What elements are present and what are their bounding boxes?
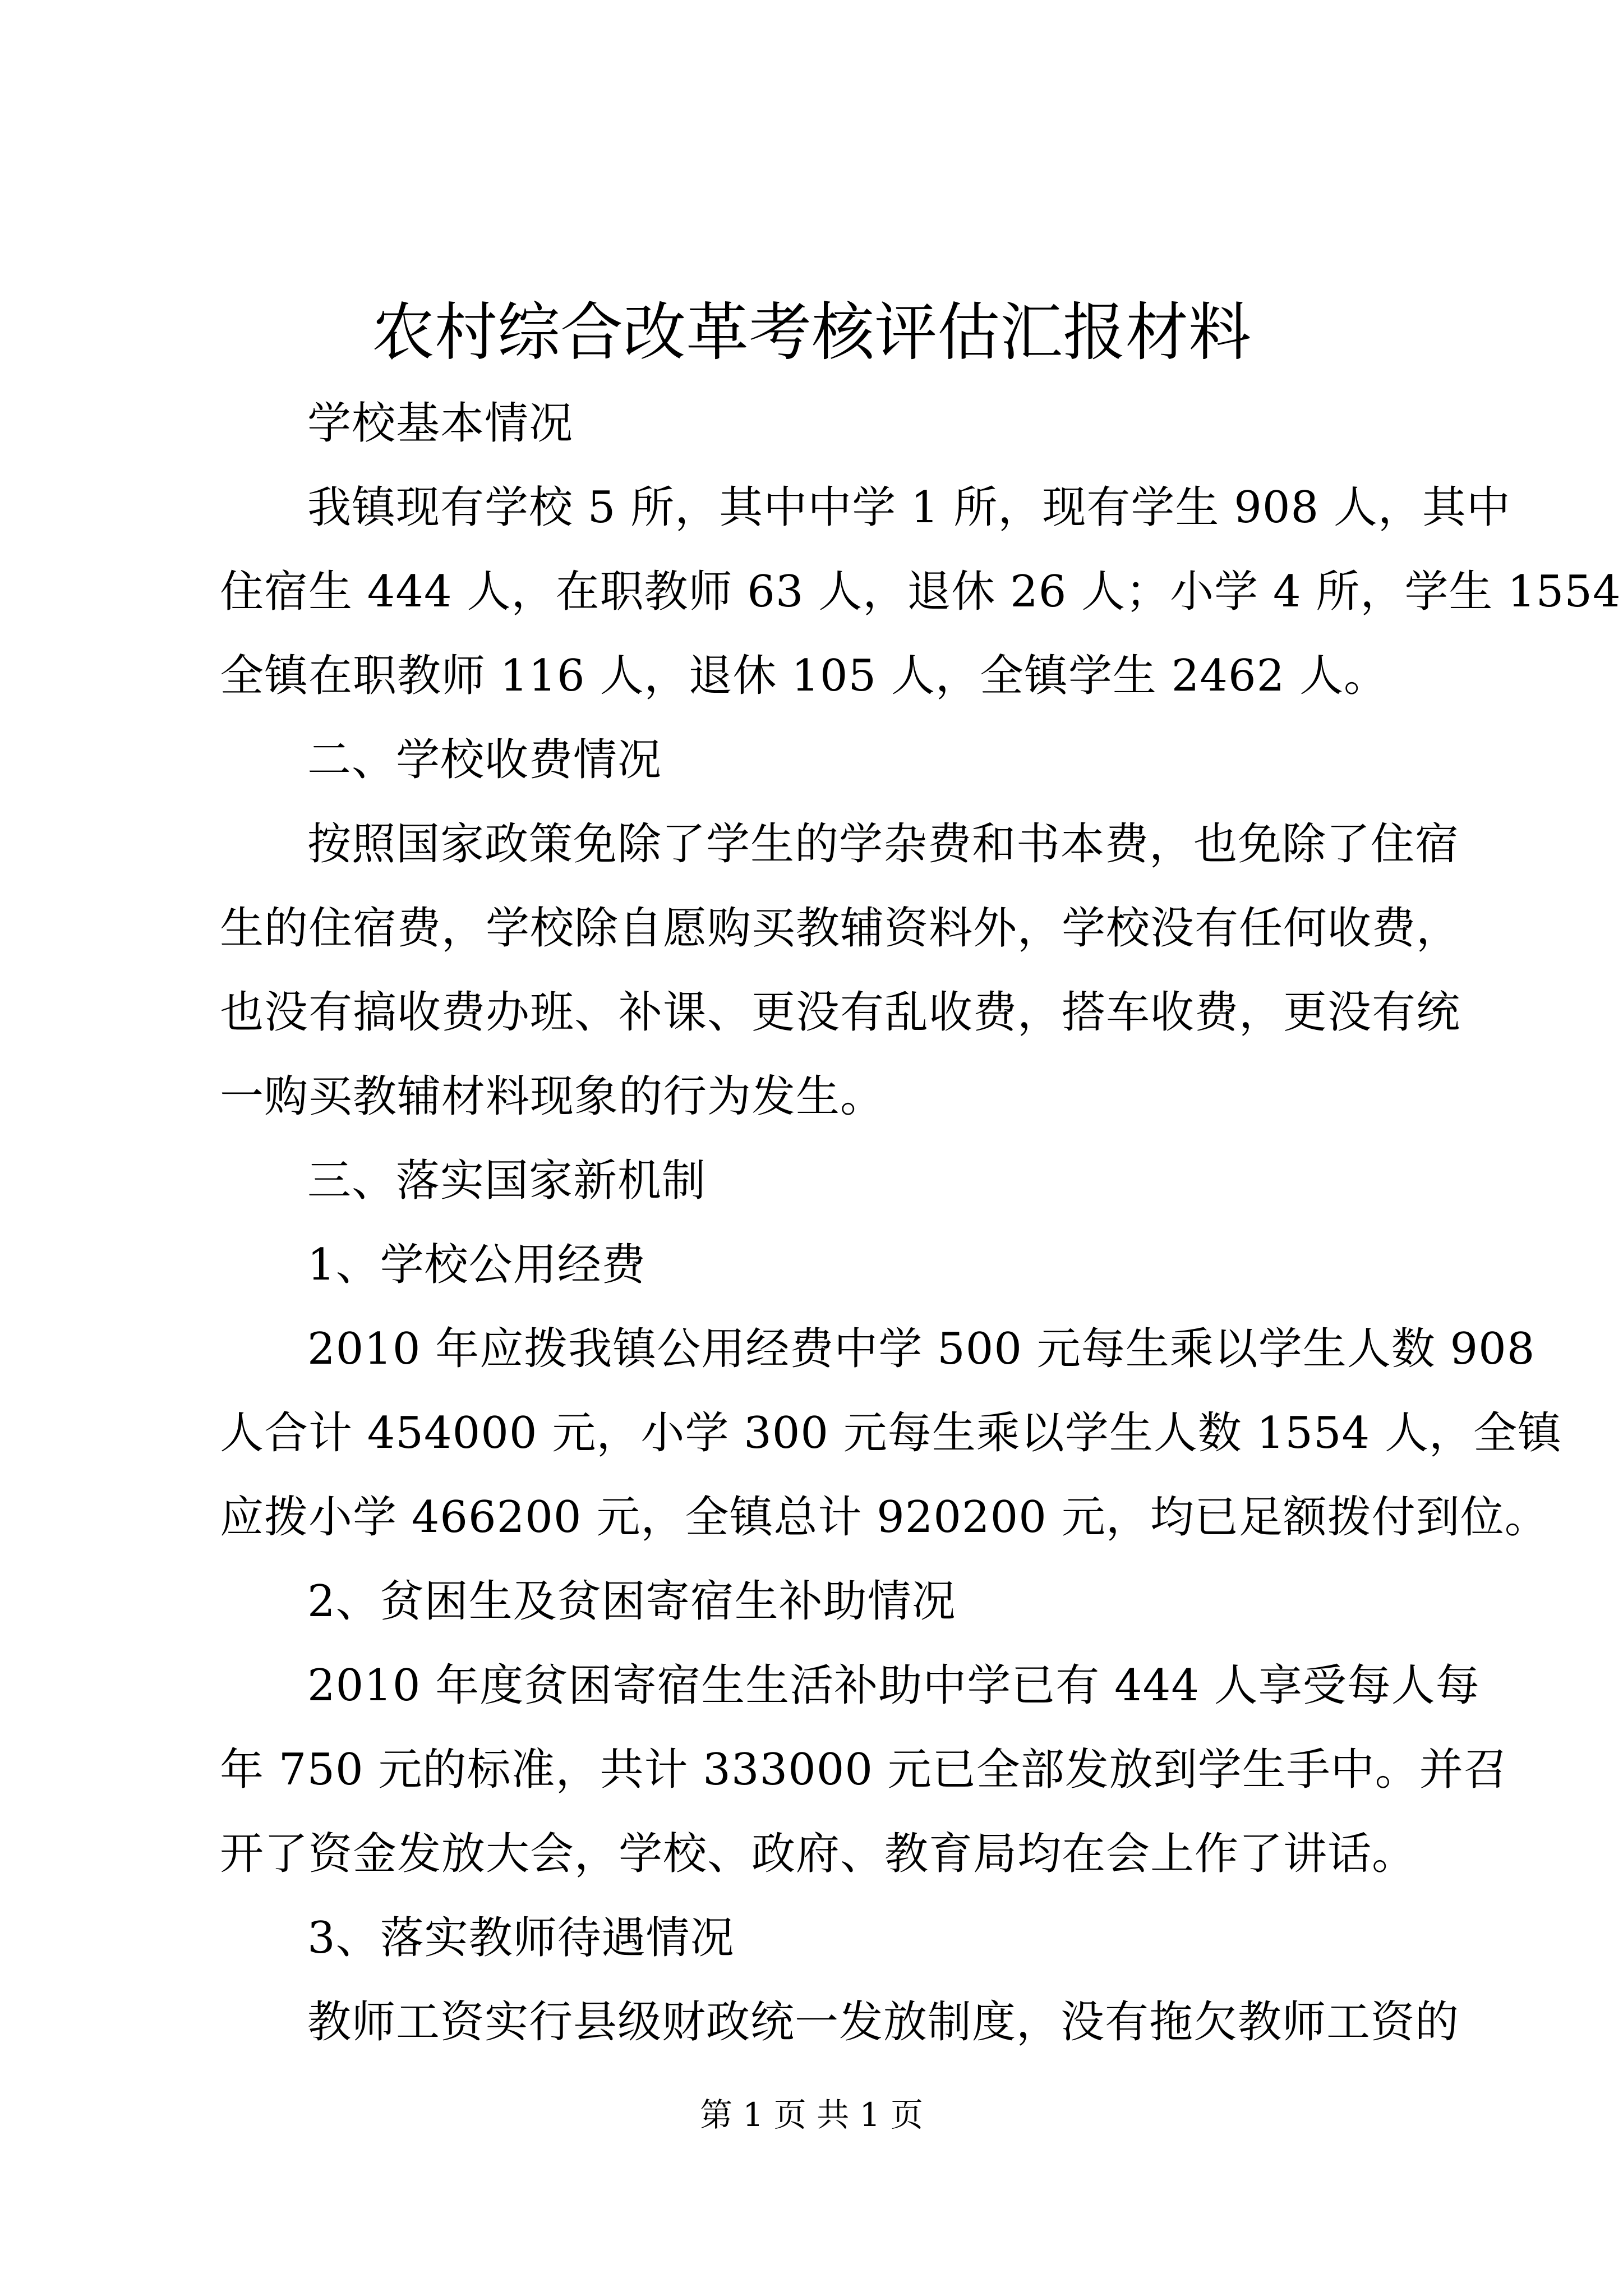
text-line: 年 750 元的标准，共计 333000 元已全部发放到学生手中。并召 (220, 1745, 1508, 1795)
text-line: 人合计 454000 元，小学 300 元每生乘以学生人数 1554 人，全镇 (220, 1408, 1562, 1458)
text-line: 二、学校收费情况 (307, 735, 662, 785)
text-line: 1、学校公用经费 (307, 1240, 646, 1290)
text-line: 按照国家政策免除了学生的学杂费和书本费，也免除了住宿 (307, 819, 1460, 869)
text-line: 2、贫困生及贫困寄宿生补助情况 (307, 1576, 956, 1627)
text-line: 我镇现有学校 5 所，其中中学 1 所，现有学生 908 人，其中 (307, 482, 1511, 533)
text-line: 三、落实国家新机制 (307, 1156, 707, 1206)
text-line: 生的住宿费，学校除自愿购买教辅资料外，学校没有任何收费， (220, 903, 1461, 954)
text-line: 一购买教辅材料现象的行为发生。 (220, 1071, 885, 1122)
text-line: 全镇在职教师 116 人，退休 105 人，全镇学生 2462 人。 (220, 651, 1389, 701)
text-line: 3、落实教师待遇情况 (307, 1913, 735, 1963)
page-title: 农村综合改革考核评估汇报材料 (372, 296, 1251, 369)
text-line: 也没有搞收费办班、补课、更没有乱收费，搭车收费，更没有统 (220, 987, 1461, 1038)
document-body (220, 381, 1621, 2064)
text-line: 住宿生 444 人，在职教师 63 人，退休 26 人；小学 4 所，学生 1554 (220, 567, 1621, 617)
text-line: 教师工资实行县级财政统一发放制度，没有拖欠教师工资的 (307, 1997, 1460, 2047)
text-line: 2010 年应拨我镇公用经费中学 500 元每生乘以学生人数 908 (307, 1324, 1536, 1374)
text-line: 学校基本情况 (307, 398, 574, 449)
text-line: 开了资金发放大会，学校、政府、教育局均在会上作了讲话。 (220, 1829, 1417, 1879)
text-line: 应拨小学 466200 元，全镇总计 920200 元，均已足额拨付到位。 (220, 1492, 1549, 1543)
text-line: 2010 年度贫困寄宿生生活补助中学已有 444 人享受每人每 (307, 1660, 1480, 1711)
page-footer: 第 1 页 共 1 页 (700, 2096, 923, 2134)
